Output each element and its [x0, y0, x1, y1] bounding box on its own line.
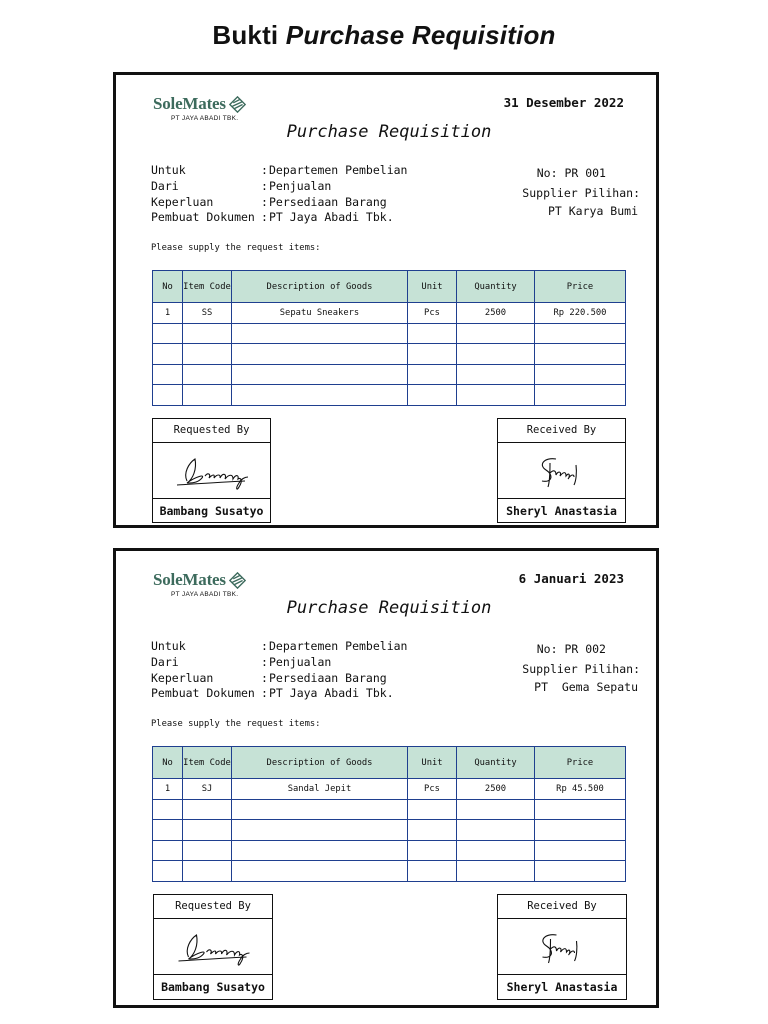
signature-bambang-icon	[153, 443, 269, 498]
document-info: Untuk : Departemen Pembelian Dari : Penjualan Keperluan : Persediaan Barang Pembuat Dokumen : PT Jaya Abadi Tbk.	[151, 163, 408, 225]
received-signature	[498, 919, 626, 975]
brand-subtitle: PT JAYA ABADI TBK.	[171, 591, 239, 598]
page-title	[0, 20, 768, 51]
table-row-empty	[153, 799, 626, 820]
received-by-box	[497, 418, 626, 523]
col-description: Description of Goods	[232, 271, 408, 303]
requested-by-label: Requested By	[153, 419, 270, 443]
value-keperluan: Persediaan Barang	[269, 670, 387, 685]
value-pembuat: PT Jaya Abadi Tbk.	[269, 686, 394, 701]
table-row-empty	[153, 344, 626, 365]
please-supply-text: Please supply the request items:	[151, 243, 321, 253]
company-logo	[153, 570, 273, 598]
document-date: 31 Desember 2022	[503, 95, 624, 110]
purchase-requisition-card-2	[113, 548, 659, 1008]
signature-bambang-icon	[154, 919, 271, 974]
received-by-box	[497, 894, 627, 1000]
received-by-label: Received By	[498, 419, 625, 443]
col-unit: Unit	[408, 271, 457, 303]
col-no: No	[153, 747, 183, 779]
document-title: Purchase Requisition	[286, 122, 492, 142]
requested-by-name: Bambang Susatyo	[159, 504, 264, 518]
col-price: Price	[535, 271, 626, 303]
value-dari: Penjualan	[269, 654, 332, 669]
label-untuk: Untuk	[151, 639, 186, 653]
received-signature	[498, 443, 625, 499]
received-by-label: Received By	[498, 895, 626, 919]
col-unit: Unit	[408, 747, 457, 779]
received-by-name: Sheryl Anastasia	[506, 980, 618, 994]
company-logo	[153, 94, 273, 122]
col-item-code: Item Code	[183, 271, 232, 303]
document-title: Purchase Requisition	[286, 598, 492, 618]
col-quantity: Quantity	[457, 271, 535, 303]
items-table	[152, 270, 626, 406]
supplier-label: Supplier Pilihan:	[522, 662, 640, 676]
brand-name: SoleMates	[153, 94, 226, 113]
requested-by-box	[153, 894, 273, 1000]
label-dari: Dari	[151, 178, 179, 193]
supplier-label: Supplier Pilihan:	[522, 186, 640, 200]
requested-signature	[153, 443, 270, 499]
label-keperluan: Keperluan	[151, 194, 214, 209]
value-untuk: Departemen Pembelian	[269, 163, 408, 177]
items-table	[152, 746, 626, 882]
page-title-plain: Bukti	[212, 20, 279, 50]
supplier-name: PT Gema Sepatu	[534, 680, 638, 694]
document-number: No: PR 001	[536, 166, 606, 180]
document-date: 6 Januari 2023	[518, 571, 624, 586]
table-row: 1 SS Sepatu Sneakers Pcs 2500 Rp 220.500	[153, 303, 626, 324]
requested-by-label: Requested By	[154, 895, 272, 919]
received-by-name: Sheryl Anastasia	[506, 504, 617, 518]
requested-by-box	[152, 418, 271, 523]
col-price: Price	[535, 747, 626, 779]
please-supply-text: Please supply the request items:	[151, 719, 321, 729]
requested-signature	[154, 919, 272, 975]
col-quantity: Quantity	[457, 747, 535, 779]
label-untuk: Untuk	[151, 163, 186, 177]
brand-name: SoleMates	[153, 570, 226, 589]
document-info: Untuk : Departemen Pembelian Dari : Penjualan Keperluan : Persediaan Barang Pembuat Dokumen : PT Jaya Abadi Tbk.	[151, 639, 408, 701]
supplier-info	[522, 163, 640, 221]
table-row: 1 SJ Sandal Jepit Pcs 2500 Rp 45.500	[153, 779, 626, 800]
table-row-empty	[153, 840, 626, 861]
label-pembuat: Pembuat Dokumen	[151, 210, 255, 225]
table-header-row	[153, 747, 626, 779]
supplier-name: PT Karya Bumi	[547, 204, 638, 218]
value-pembuat: PT Jaya Abadi Tbk.	[269, 210, 394, 225]
brand-stripes-icon	[229, 572, 246, 589]
value-dari: Penjualan	[269, 178, 332, 193]
table-row-empty	[153, 323, 626, 344]
document-number: No: PR 002	[536, 642, 606, 656]
value-untuk: Departemen Pembelian	[269, 639, 408, 653]
value-keperluan: Persediaan Barang	[269, 194, 387, 209]
table-row-empty	[153, 385, 626, 406]
col-no: No	[153, 271, 183, 303]
table-header-row	[153, 271, 626, 303]
label-keperluan: Keperluan	[151, 670, 214, 685]
brand-subtitle: PT JAYA ABADI TBK.	[171, 115, 239, 122]
requested-by-name: Bambang Susatyo	[161, 980, 265, 994]
label-pembuat: Pembuat Dokumen	[151, 686, 255, 701]
purchase-requisition-card-1	[113, 72, 659, 528]
label-dari: Dari	[151, 654, 179, 669]
brand-stripes-icon	[229, 96, 246, 113]
col-description: Description of Goods	[232, 747, 408, 779]
page-title-italic: Purchase Requisition	[285, 20, 556, 50]
supplier-info	[522, 639, 640, 697]
table-row-empty	[153, 364, 626, 385]
table-row-empty	[153, 820, 626, 841]
col-item-code: Item Code	[183, 747, 232, 779]
table-row-empty	[153, 861, 626, 882]
signature-sheryl-icon	[498, 443, 624, 498]
signature-sheryl-icon	[498, 919, 625, 974]
